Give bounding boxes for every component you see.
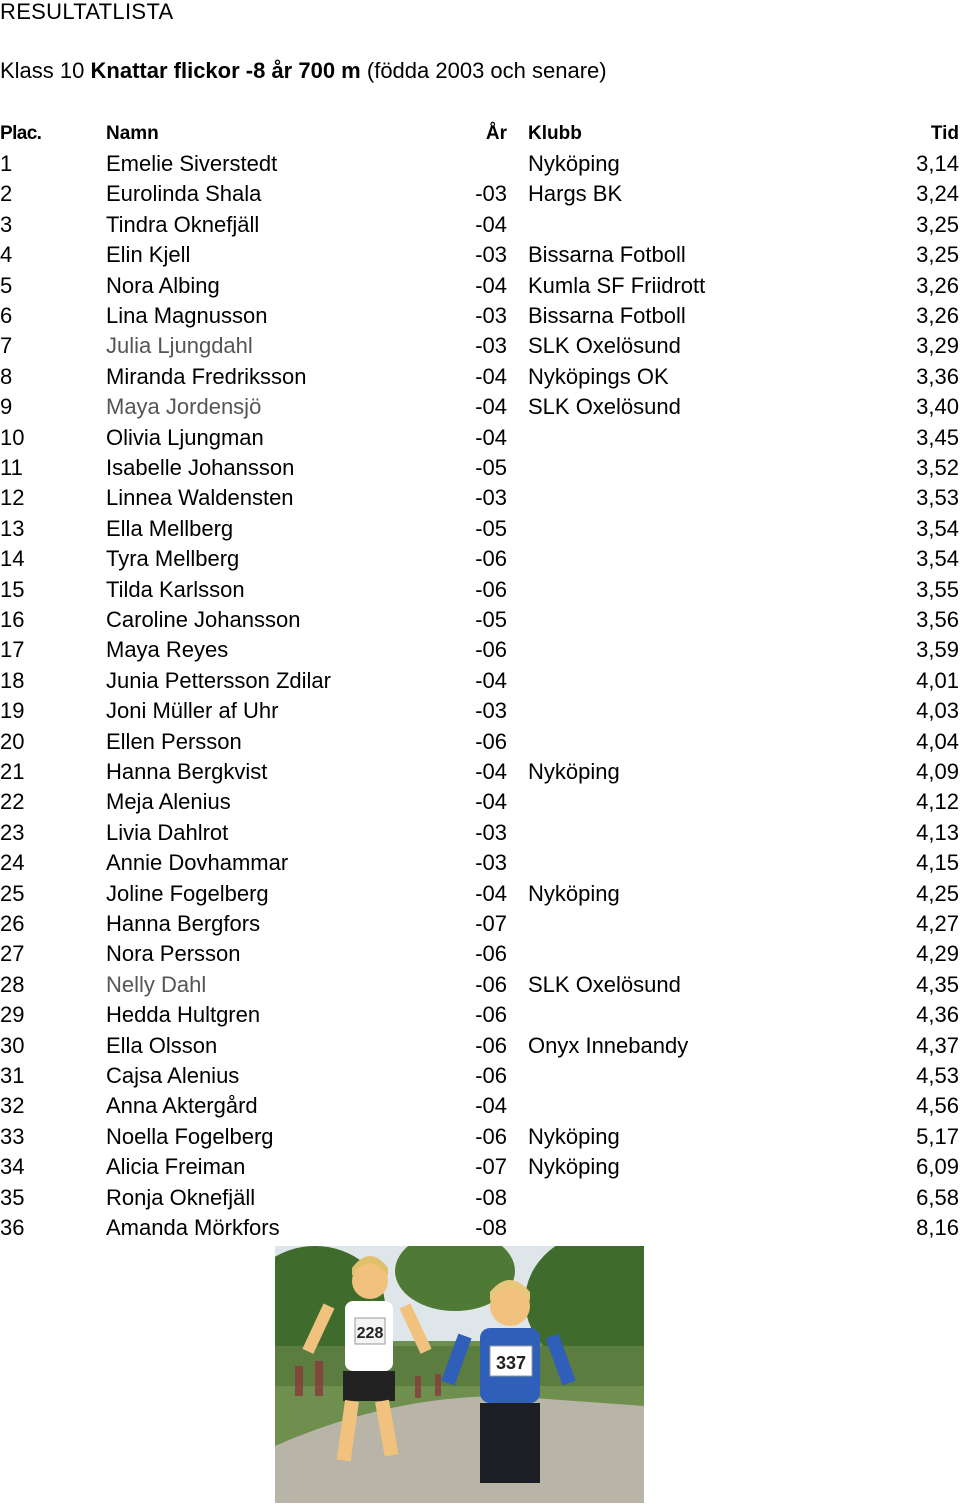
cell-tid: 4,29 xyxy=(916,941,959,967)
cell-tid: 4,37 xyxy=(916,1032,959,1058)
cell-tid: 4,03 xyxy=(916,698,959,724)
cell-tid: 4,04 xyxy=(916,728,959,754)
class-label: Klass 10 xyxy=(0,58,85,83)
cell-tid: 3,24 xyxy=(916,181,959,207)
cell-plac: 18 xyxy=(0,667,25,693)
table-row xyxy=(0,635,960,665)
cell-tid: 3,25 xyxy=(916,242,959,268)
cell-namn: Maya Jordensjö xyxy=(106,394,262,420)
cell-namn: Ellen Persson xyxy=(106,728,242,754)
cell-ar: -04 xyxy=(475,667,507,693)
cell-namn: Cajsa Alenius xyxy=(106,1063,240,1088)
table-row xyxy=(0,1152,960,1182)
cell-ar: -03 xyxy=(475,181,507,207)
class-name: Knattar flickor -8 år 700 m xyxy=(90,58,361,83)
cell-ar: -04 xyxy=(475,880,507,906)
cell-namn: Tindra Oknefjäll xyxy=(106,211,260,237)
table-row xyxy=(0,271,960,301)
cell-klubb: SLK Oxelösund xyxy=(528,971,681,997)
cell-namn: Tilda Karlsson xyxy=(106,576,245,602)
cell-tid: 3,54 xyxy=(916,515,959,541)
table-row xyxy=(0,179,960,209)
cell-tid: 4,01 xyxy=(916,667,959,693)
cell-namn: Annie Dovhammar xyxy=(106,850,289,876)
table-row xyxy=(0,210,960,240)
table-row xyxy=(0,483,960,513)
cell-ar: -05 xyxy=(475,455,507,480)
cell-plac: 35 xyxy=(0,1184,25,1210)
cell-ar: -06 xyxy=(475,1063,507,1088)
table-row xyxy=(0,575,960,605)
cell-plac: 8 xyxy=(0,363,13,389)
cell-klubb: Nyköping xyxy=(528,759,620,784)
cell-ar: -06 xyxy=(475,546,507,572)
cell-plac: 9 xyxy=(0,394,13,420)
cell-namn: Lina Magnusson xyxy=(106,303,268,328)
table-row xyxy=(0,423,960,453)
cell-ar: -06 xyxy=(475,637,507,663)
table-row xyxy=(0,666,960,696)
cell-tid: 3,55 xyxy=(916,576,959,602)
cell-plac: 11 xyxy=(0,455,23,480)
table-row xyxy=(0,1091,960,1121)
cell-tid: 3,52 xyxy=(916,455,959,480)
cell-tid: 4,25 xyxy=(916,880,959,906)
bib-number-left: 228 xyxy=(356,1325,384,1342)
cell-ar: -03 xyxy=(475,850,507,876)
cell-tid: 4,12 xyxy=(916,789,959,815)
cell-plac: 29 xyxy=(0,1002,25,1028)
cell-ar: -04 xyxy=(475,272,507,298)
table-row xyxy=(0,1061,960,1091)
cell-tid: 3,36 xyxy=(916,363,959,389)
table-row xyxy=(0,240,960,270)
table-row xyxy=(0,605,960,635)
table-row xyxy=(0,818,960,848)
cell-ar: -04 xyxy=(475,394,507,420)
cell-ar: -04 xyxy=(475,789,507,815)
cell-tid: 3,25 xyxy=(916,211,959,237)
cell-ar: -08 xyxy=(475,1215,507,1240)
cell-plac: 2 xyxy=(0,181,13,207)
header-klubb: Klubb xyxy=(528,123,582,144)
cell-namn: Meja Alenius xyxy=(106,789,231,815)
cell-namn: Nora Albing xyxy=(106,272,220,298)
table-row xyxy=(0,909,960,939)
cell-ar: -04 xyxy=(475,759,507,784)
cell-namn: Maya Reyes xyxy=(106,637,229,663)
cell-plac: 21 xyxy=(0,759,25,784)
cell-plac: 4 xyxy=(0,242,13,268)
cell-tid: 4,36 xyxy=(916,1002,959,1028)
table-row xyxy=(0,848,960,878)
cell-ar: -06 xyxy=(475,1032,507,1058)
cell-ar: -04 xyxy=(475,1093,507,1119)
table-row xyxy=(0,727,960,757)
cell-tid: 5,17 xyxy=(916,1123,959,1149)
cell-klubb: Nyköping xyxy=(528,880,620,906)
cell-tid: 8,16 xyxy=(916,1215,959,1240)
cell-ar: -06 xyxy=(475,728,507,754)
header-ar: År xyxy=(485,123,507,144)
cell-ar: -06 xyxy=(475,576,507,602)
cell-namn: Isabelle Johansson xyxy=(106,455,295,480)
cell-tid: 6,09 xyxy=(916,1154,959,1180)
race-photo xyxy=(275,1246,644,1503)
cell-namn: Hedda Hultgren xyxy=(106,1002,261,1028)
cell-tid: 4,09 xyxy=(916,759,959,784)
cell-namn: Ella Olsson xyxy=(106,1032,218,1058)
cell-ar: -07 xyxy=(475,911,507,936)
cell-plac: 6 xyxy=(0,303,13,328)
cell-tid: 3,59 xyxy=(916,637,959,663)
cell-plac: 12 xyxy=(0,485,25,511)
cell-tid: 3,26 xyxy=(916,272,959,298)
cell-namn: Anna Aktergård xyxy=(106,1093,258,1119)
cell-namn: Nelly Dahl xyxy=(106,971,207,997)
table-row xyxy=(0,453,960,483)
cell-namn: Hanna Bergfors xyxy=(106,911,261,936)
class-note: (födda 2003 och senare) xyxy=(366,58,607,83)
cell-ar: -04 xyxy=(475,363,507,389)
cell-plac: 23 xyxy=(0,819,25,845)
cell-ar: -05 xyxy=(475,515,507,541)
cell-tid: 4,56 xyxy=(916,1093,959,1119)
cell-ar: -03 xyxy=(475,333,507,359)
cell-tid: 4,53 xyxy=(916,1063,959,1088)
cell-tid: 3,40 xyxy=(916,394,959,420)
table-row xyxy=(0,514,960,544)
cell-tid: 4,35 xyxy=(916,971,959,997)
cell-plac: 5 xyxy=(0,272,13,298)
header-namn: Namn xyxy=(106,123,159,144)
cell-ar: -06 xyxy=(475,1123,507,1149)
table-row xyxy=(0,1183,960,1213)
cell-klubb: Kumla SF Friidrott xyxy=(528,272,706,298)
cell-namn: Hanna Bergkvist xyxy=(106,759,268,784)
cell-tid: 3,29 xyxy=(916,333,959,359)
cell-tid: 3,26 xyxy=(916,303,959,328)
cell-klubb: Nyköping xyxy=(528,151,620,176)
cell-namn: Elin Kjell xyxy=(106,242,191,268)
cell-plac: 7 xyxy=(0,333,13,359)
cell-namn: Alicia Freiman xyxy=(106,1154,246,1180)
cell-plac: 34 xyxy=(0,1154,25,1180)
cell-tid: 4,15 xyxy=(916,850,959,876)
cell-plac: 19 xyxy=(0,698,25,724)
cell-plac: 20 xyxy=(0,728,25,754)
cell-plac: 15 xyxy=(0,576,25,602)
cell-klubb: SLK Oxelösund xyxy=(528,394,681,420)
cell-klubb: Hargs BK xyxy=(528,181,623,207)
document-title: RESULTATLISTA xyxy=(0,0,174,24)
cell-klubb: Nyköping xyxy=(528,1154,620,1180)
cell-tid: 4,13 xyxy=(916,819,959,845)
cell-tid: 3,14 xyxy=(916,151,959,176)
cell-plac: 10 xyxy=(0,424,25,450)
header-plac: Plac. xyxy=(0,123,42,144)
cell-klubb: SLK Oxelösund xyxy=(528,333,681,359)
table-row xyxy=(0,1000,960,1030)
cell-tid: 3,56 xyxy=(916,607,959,632)
table-row xyxy=(0,362,960,392)
table-header xyxy=(0,120,960,150)
cell-plac: 1 xyxy=(0,151,13,176)
table-row xyxy=(0,1122,960,1152)
cell-plac: 28 xyxy=(0,971,25,997)
cell-tid: 3,53 xyxy=(916,485,959,511)
cell-namn: Ella Mellberg xyxy=(106,515,234,541)
cell-klubb: Bissarna Fotboll xyxy=(528,242,686,268)
cell-ar: -06 xyxy=(475,971,507,997)
cell-ar: -06 xyxy=(475,1002,507,1028)
cell-plac: 33 xyxy=(0,1123,25,1149)
header-tid: Tid xyxy=(930,123,959,144)
table-row xyxy=(0,544,960,574)
cell-namn: Linnea Waldensten xyxy=(106,485,294,511)
cell-plac: 31 xyxy=(0,1063,25,1088)
cell-klubb: Bissarna Fotboll xyxy=(528,303,686,328)
cell-klubb: Onyx Innebandy xyxy=(528,1032,689,1058)
cell-ar: -06 xyxy=(475,941,507,967)
cell-klubb: Nyköpings OK xyxy=(528,363,669,389)
table-row xyxy=(0,1213,960,1243)
cell-plac: 36 xyxy=(0,1215,25,1240)
table-row xyxy=(0,939,960,969)
cell-ar: -05 xyxy=(475,607,507,632)
cell-plac: 32 xyxy=(0,1093,25,1119)
cell-ar: -08 xyxy=(475,1184,507,1210)
table-row xyxy=(0,696,960,726)
cell-plac: 13 xyxy=(0,515,25,541)
cell-tid: 6,58 xyxy=(916,1184,959,1210)
table-row xyxy=(0,879,960,909)
cell-namn: Tyra Mellberg xyxy=(106,546,240,572)
table-row xyxy=(0,301,960,331)
cell-namn: Emelie Siverstedt xyxy=(106,151,278,176)
cell-klubb: Nyköping xyxy=(528,1123,620,1149)
table-row xyxy=(0,1031,960,1061)
cell-ar: -07 xyxy=(475,1154,507,1180)
cell-namn: Caroline Johansson xyxy=(106,607,301,632)
class-heading xyxy=(0,58,607,84)
table-row xyxy=(0,331,960,361)
cell-namn: Ronja Oknefjäll xyxy=(106,1184,256,1210)
cell-ar: -04 xyxy=(475,424,507,450)
cell-plac: 27 xyxy=(0,941,25,967)
cell-ar: -03 xyxy=(475,242,507,268)
cell-namn: Julia Ljungdahl xyxy=(106,333,253,359)
cell-ar: -03 xyxy=(475,303,507,328)
cell-ar: -03 xyxy=(475,819,507,845)
cell-plac: 22 xyxy=(0,789,25,815)
table-row xyxy=(0,757,960,787)
cell-plac: 16 xyxy=(0,607,25,632)
cell-plac: 30 xyxy=(0,1032,25,1058)
cell-plac: 26 xyxy=(0,911,25,936)
cell-plac: 14 xyxy=(0,546,25,572)
cell-plac: 3 xyxy=(0,211,13,237)
cell-namn: Amanda Mörkfors xyxy=(106,1215,280,1240)
cell-ar: -03 xyxy=(475,698,507,724)
table-row xyxy=(0,392,960,422)
cell-namn: Joni Müller af Uhr xyxy=(106,698,279,724)
table-row xyxy=(0,787,960,817)
cell-namn: Junia Pettersson Zdilar xyxy=(106,667,331,693)
cell-plac: 17 xyxy=(0,637,25,663)
cell-namn: Noella Fogelberg xyxy=(106,1123,274,1149)
cell-namn: Olivia Ljungman xyxy=(106,424,264,450)
cell-namn: Eurolinda Shala xyxy=(106,181,262,207)
cell-tid: 4,27 xyxy=(916,911,959,936)
bib-number-right: 337 xyxy=(495,1353,527,1373)
cell-tid: 3,45 xyxy=(916,424,959,450)
cell-namn: Miranda Fredriksson xyxy=(106,363,307,389)
table-row xyxy=(0,970,960,1000)
cell-namn: Livia Dahlrot xyxy=(106,819,229,845)
table-row xyxy=(0,149,960,179)
cell-ar: -03 xyxy=(475,485,507,511)
cell-ar: -04 xyxy=(475,211,507,237)
cell-tid: 3,54 xyxy=(916,546,959,572)
cell-plac: 24 xyxy=(0,850,25,876)
cell-namn: Nora Persson xyxy=(106,941,241,967)
cell-plac: 25 xyxy=(0,880,25,906)
cell-namn: Joline Fogelberg xyxy=(106,880,269,906)
